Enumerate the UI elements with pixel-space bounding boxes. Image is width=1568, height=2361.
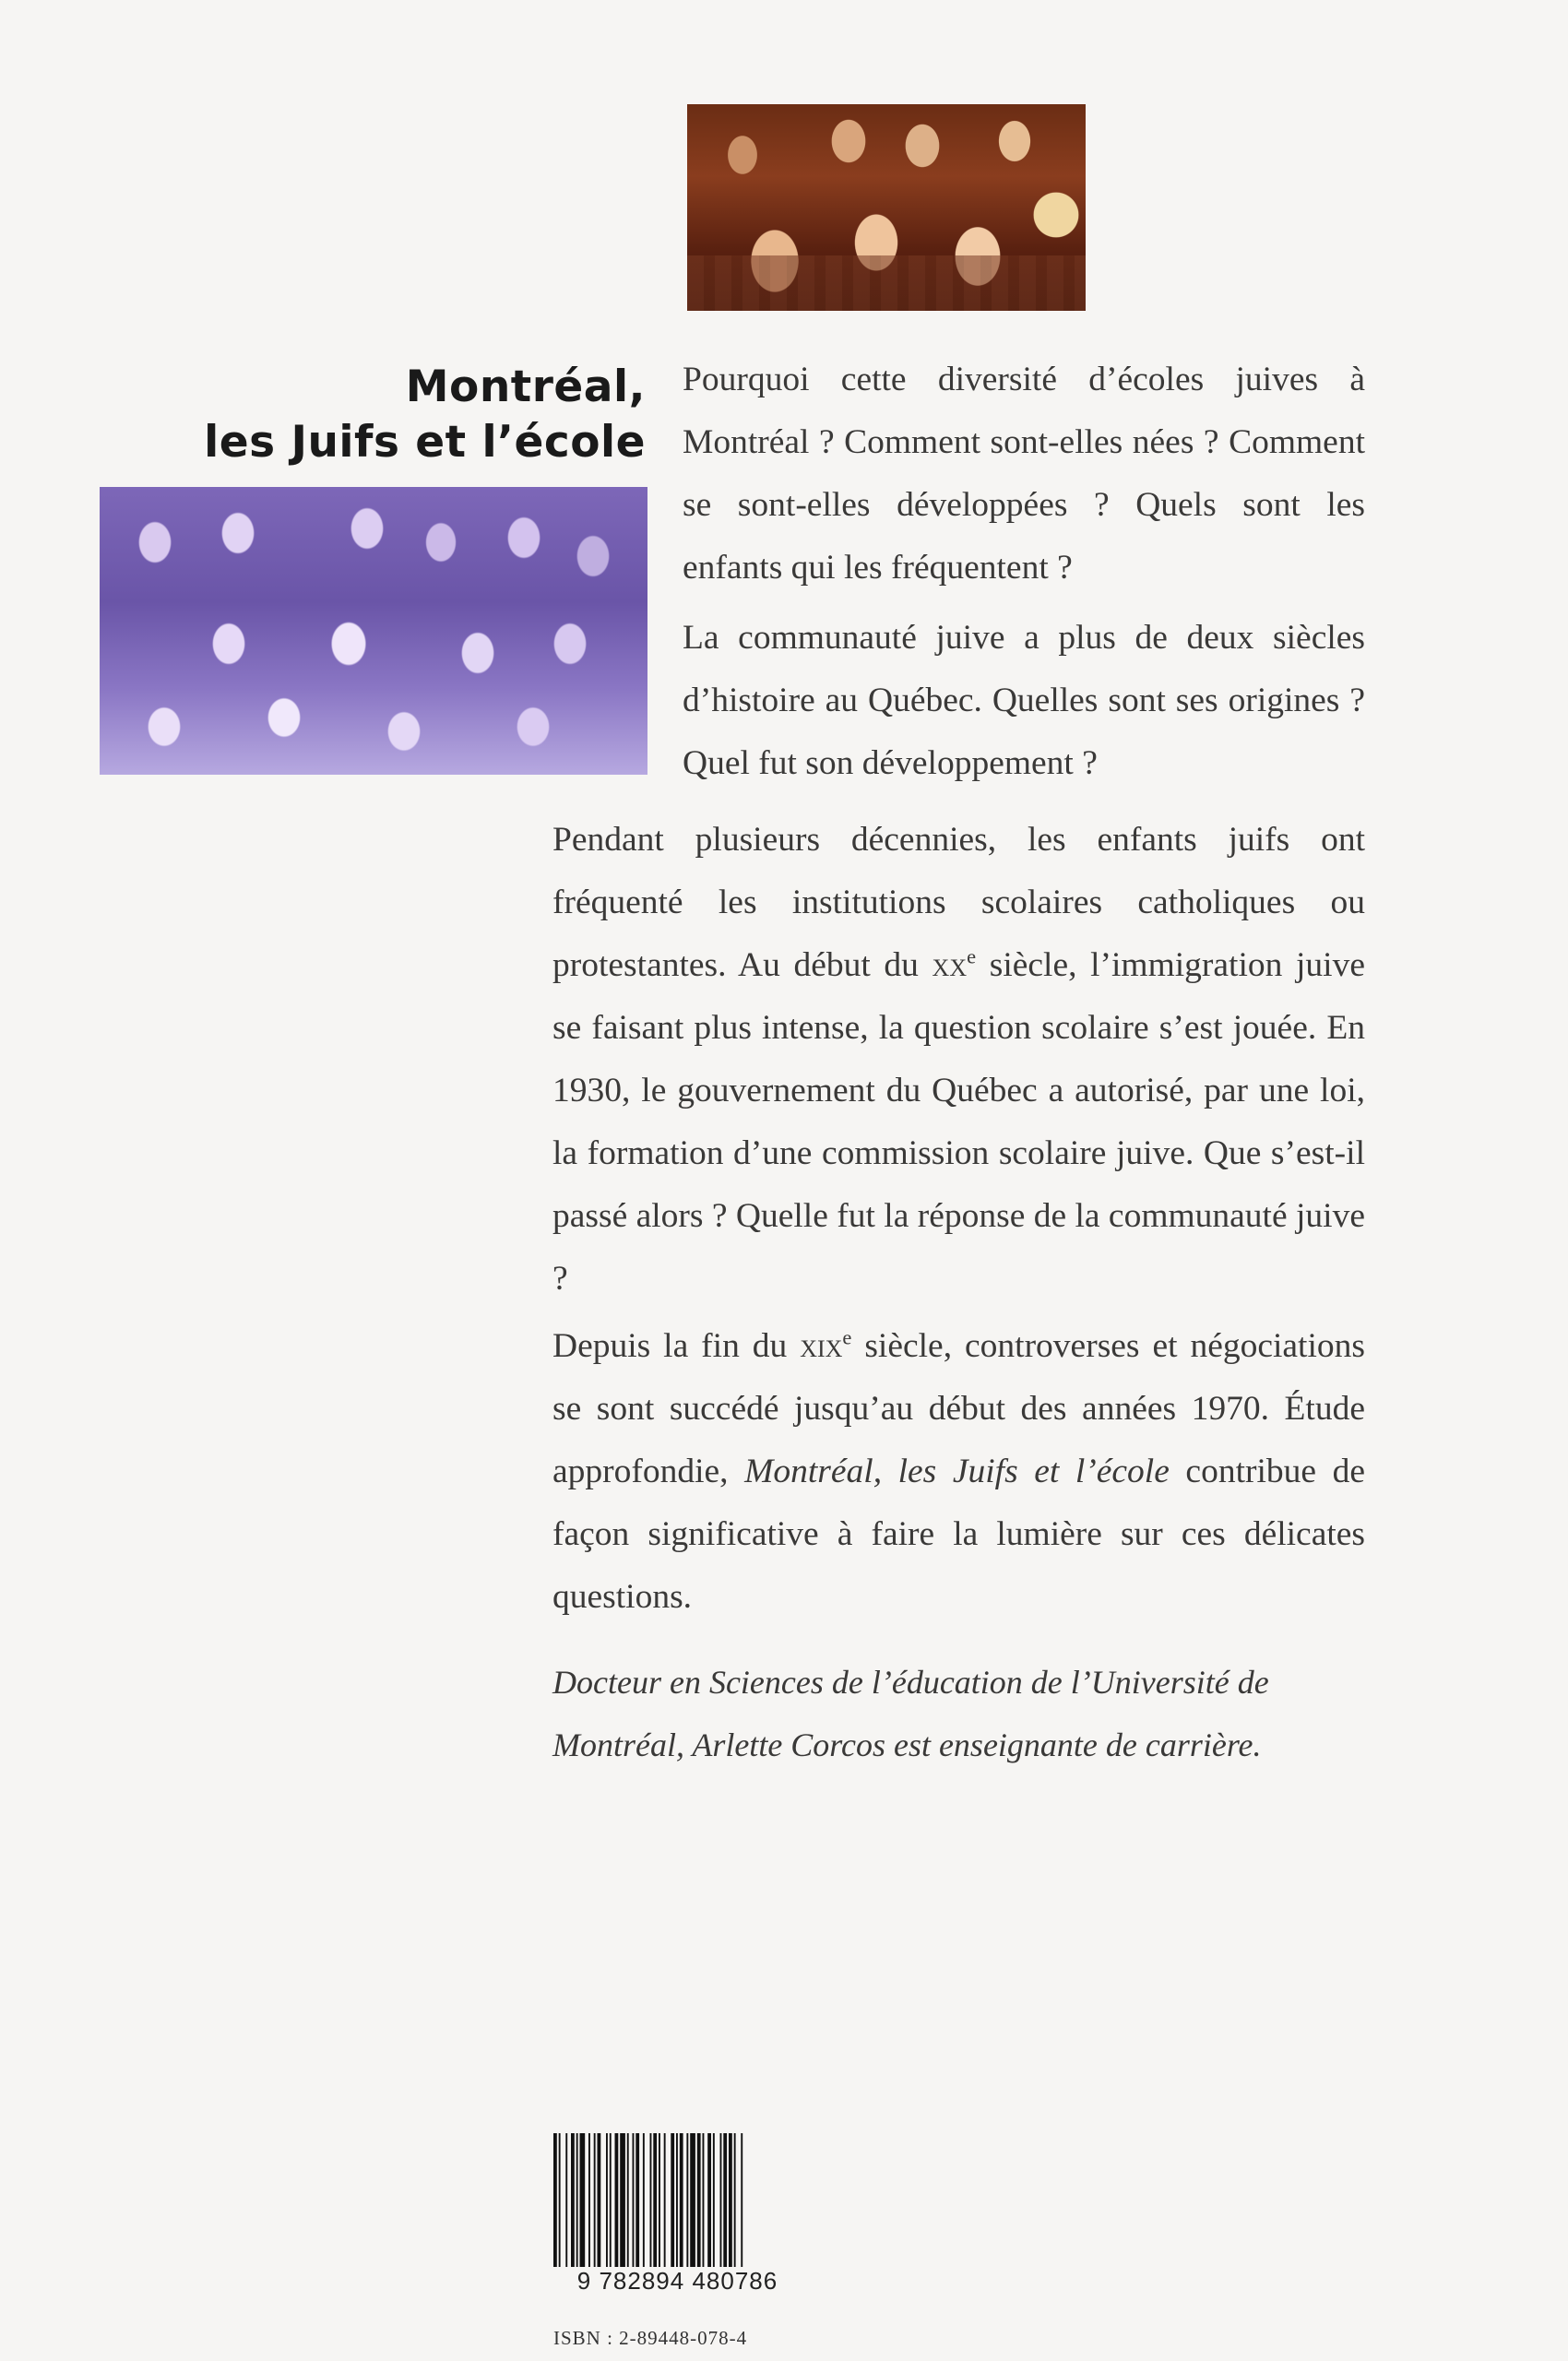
barcode-bar [671, 2133, 674, 2272]
barcode-bar [627, 2133, 629, 2272]
barcode-bar [594, 2133, 596, 2272]
barcode-bar [571, 2133, 575, 2272]
barcode-bars [550, 2133, 805, 2272]
p3-century: xx [932, 946, 968, 984]
barcode-bar [633, 2133, 635, 2272]
barcode-bar [659, 2133, 660, 2272]
barcode-bar [697, 2133, 701, 2272]
p4-sup: e [842, 1325, 852, 1349]
barcode-bar [707, 2133, 711, 2272]
p4-text-c: contribue de façon significative à faire la lumière sur ces délicates questions. [552, 1453, 1365, 1616]
barcode-bar [734, 2133, 736, 2272]
barcode-bar [559, 2133, 561, 2272]
p3-text-a: Pendant plusieurs décennies, les enfants juifs ont fréquenté les institutions scolaires catholiques ou protestantes. Au début du [552, 821, 1365, 984]
barcode-bar [565, 2133, 567, 2272]
p4-text-a: Depuis la fin du [552, 1327, 801, 1365]
barcode-bar [720, 2133, 722, 2272]
barcode-bar [676, 2133, 678, 2272]
barcode-bar [650, 2133, 652, 2272]
barcode-bar [610, 2133, 612, 2272]
barcode-bar [653, 2133, 657, 2272]
barcode-bar [576, 2133, 578, 2272]
barcode-bar [703, 2133, 705, 2272]
barcode-bar [553, 2133, 557, 2272]
paragraph-4 [552, 1315, 1365, 1629]
barcode-bar [686, 2133, 688, 2272]
barcode-bar [729, 2133, 732, 2272]
barcode-bar [664, 2133, 666, 2272]
barcode-bar [680, 2133, 683, 2272]
p4-text-b: siècle, controverses et négociations se sont succédé jusqu’au début des années 1970. Étude approfondie, [552, 1327, 1365, 1490]
p3-sup: e [967, 944, 977, 968]
paragraph-3 [552, 809, 1365, 1311]
paragraph-1: Pourquoi cette diversité d’écoles juives à Montréal ? Comment sont-elles nées ? Comment se sont-elles développées ? Quels sont les enfants qui les fréquentent ? [683, 361, 1365, 587]
author-note: Docteur en Sciences de l’éducation de l’Université de Montréal, Arlette Corcos est enseignante de carrière. [552, 1664, 1269, 1763]
paragraph-2: La communauté juive a plus de deux siècles d’histoire au Québec. Quelles sont ses origines ? Quel fut son développement ? [683, 619, 1365, 782]
p4-book-title: Montréal, les Juifs et l’école [744, 1453, 1170, 1490]
barcode-bar [723, 2133, 727, 2272]
barcode-bar [615, 2133, 619, 2272]
title-line-1: Montréal, [405, 362, 646, 412]
top-sepia-photo [687, 104, 1086, 311]
barcode-bar [636, 2133, 639, 2272]
purple-class-photo [100, 487, 647, 775]
p3-text-b: siècle, l’immigration juive se faisant plus intense, la question scolaire s’est jouée. En 1930, le gouvernement du Québec a autorisé, par une loi, la formation d’une commission scolaire juive. Que s’est-il passé alors ? Quelle fut la réponse de la communauté juive ? [552, 946, 1365, 1298]
barcode-bar [643, 2133, 645, 2272]
barcode-bar [598, 2133, 601, 2272]
barcode-bar [713, 2133, 715, 2272]
barcode-bar [690, 2133, 695, 2272]
barcode-digits: 9 782894 480786 [550, 2267, 805, 2296]
barcode-bar [580, 2133, 586, 2272]
book-title [204, 360, 646, 470]
barcode-bar [620, 2133, 625, 2272]
barcode-bar [588, 2133, 590, 2272]
p4-century: xix [800, 1327, 843, 1365]
barcode-bar [606, 2133, 608, 2272]
barcode-bar [741, 2133, 742, 2272]
title-line-2: les Juifs et l’école [204, 417, 646, 468]
isbn: ISBN : 2-89448-078-4 [553, 2327, 748, 2349]
